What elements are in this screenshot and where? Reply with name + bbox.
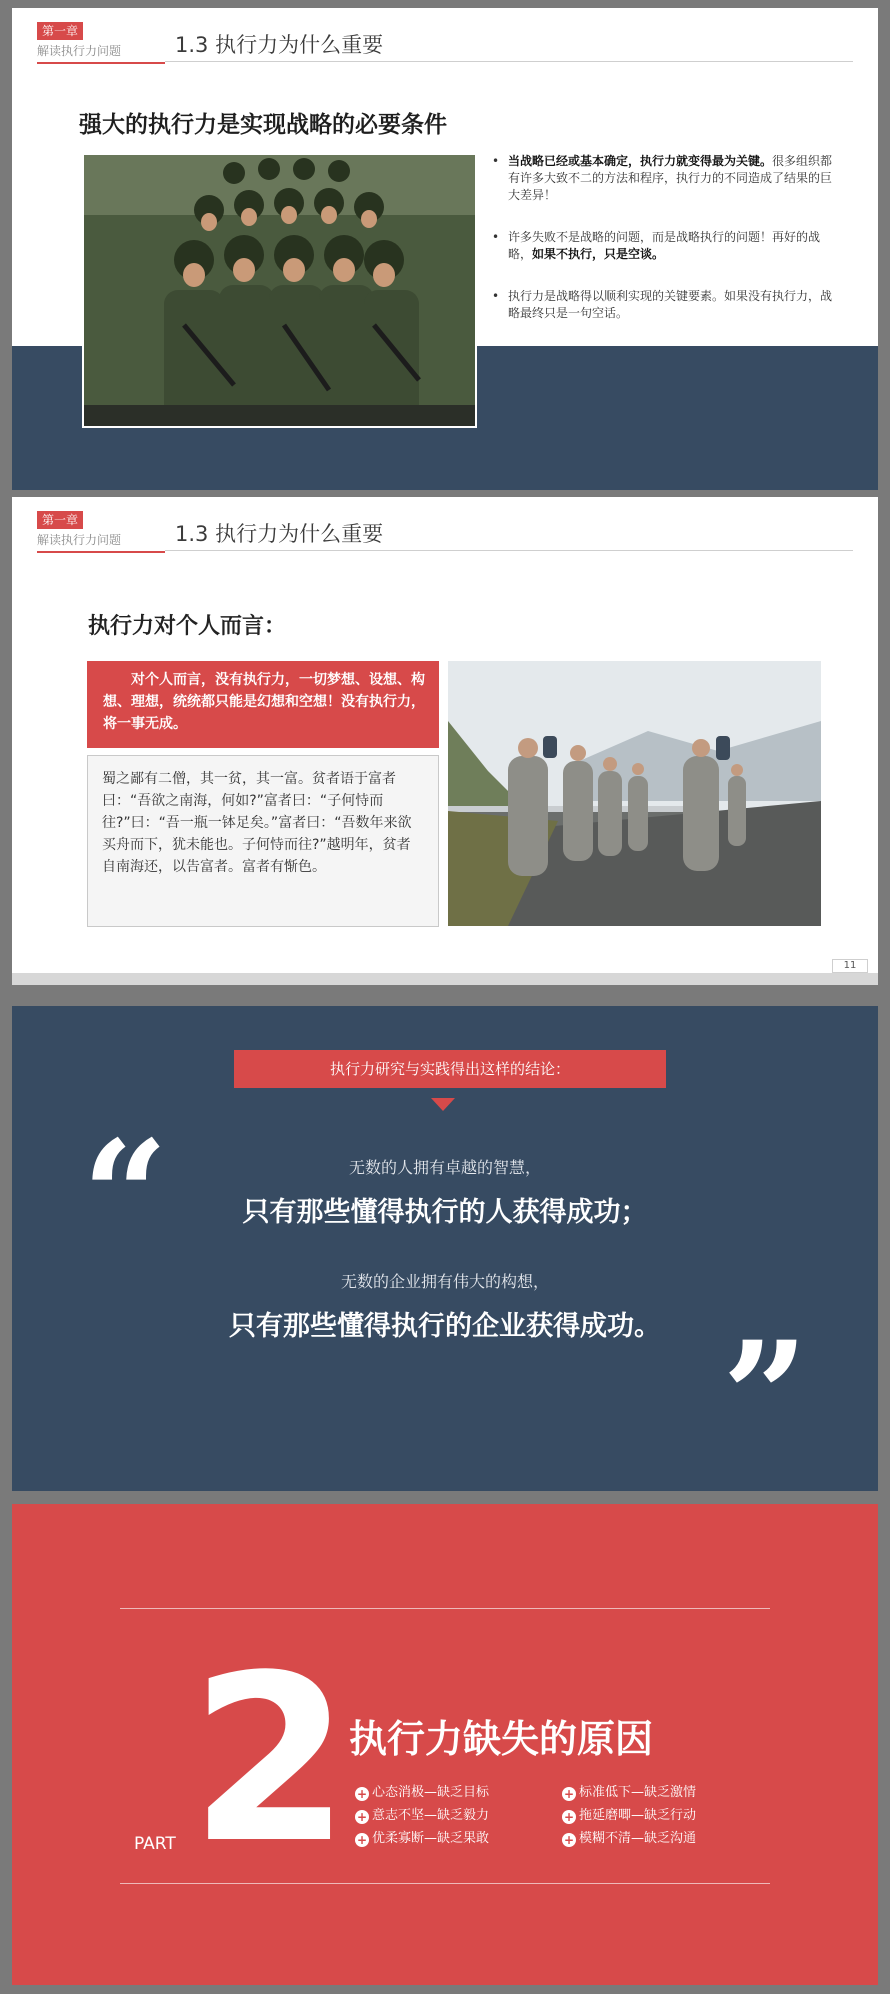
open-quote-icon: “ — [82, 1108, 169, 1284]
conclusion-banner: 执行力研究与实践得出这样的结论： — [234, 1050, 666, 1088]
reason-text: 意志不坚—缺乏毅力 — [372, 1808, 490, 1823]
plus-circle-icon: + — [563, 1810, 575, 1824]
slide-part-2-section — [12, 1504, 878, 1985]
reason-item — [355, 1784, 489, 1802]
slide-title: 1.3 执行力为什么重要 — [175, 33, 384, 57]
individual-summary-box: 对个人而言，没有执行力，一切梦想、设想、构想、理想，统统都只能是幻想和空想！没有执行力，将一事无成。 — [87, 661, 439, 748]
reason-text: 心态消极—缺乏目标 — [372, 1785, 490, 1800]
slide-why-execution-matters-strategy — [12, 8, 878, 490]
bottom-rule — [120, 1883, 770, 1884]
footer-band — [12, 973, 878, 985]
plus-circle-icon: + — [356, 1833, 368, 1847]
part-label: PART — [134, 1834, 176, 1854]
header-divider — [165, 61, 853, 62]
banner-arrow-icon — [431, 1098, 455, 1111]
quote-line-2-emphasis: 只有那些懂得执行的企业获得成功。 — [229, 1311, 661, 1342]
reason-text: 标准低下—缺乏激情 — [579, 1785, 697, 1800]
soldiers-photo — [82, 153, 477, 428]
chapter-tag: 第一章 — [37, 511, 83, 529]
monks-story-box: 蜀之鄙有二僧，其一贫，其一富。贫者语于富者曰：“吾欲之南海，何如?”富者曰：“子何恃而往?”曰：“吾一瓶一钵足矣。”富者曰：“吾数年来欲买舟而下，犹未能也。子何恃而往?”越明年，贫者自南海还，以告富者。富者有惭色。 — [87, 755, 439, 927]
reason-text: 优柔寡断—缺乏果敢 — [372, 1831, 490, 1846]
slide-headline: 强大的执行力是实现战略的必要条件 — [79, 112, 447, 138]
key-point-3 — [488, 288, 843, 322]
section-title: 执行力缺失的原因 — [349, 1717, 654, 1761]
reason-item — [562, 1807, 696, 1825]
reason-text: 拖延磨唧—缺乏行动 — [579, 1808, 697, 1823]
key-point-1 — [488, 153, 843, 204]
page-number: 11 — [832, 959, 868, 973]
part-number: 2 — [190, 1639, 350, 1849]
key-point-1-emphasis: 当战略已经或基本确定，执行力就变得最为关键。 — [508, 154, 773, 168]
plus-circle-icon: + — [356, 1810, 368, 1824]
reason-item — [355, 1807, 489, 1825]
close-quote-icon: ” — [722, 1309, 809, 1485]
monks-illustration — [448, 661, 821, 926]
slide-execution-for-individuals — [12, 497, 878, 985]
reason-text: 模糊不清—缺乏沟通 — [579, 1831, 697, 1846]
key-point-2-text: 许多失败不是战略的问题，而是战略执行的问题！再好的战略， — [508, 230, 821, 261]
slide-title: 1.3 执行力为什么重要 — [175, 522, 384, 546]
plus-circle-icon: + — [356, 1787, 368, 1801]
top-rule — [120, 1608, 770, 1609]
key-point-1-text: 很多组织都有许多大致不二的方法和程序，执行力的不同造成了结果的巨大差异！ — [508, 154, 833, 202]
quote-line-1-emphasis: 只有那些懂得执行的人获得成功； — [242, 1197, 648, 1228]
slide-headline: 执行力对个人而言： — [88, 614, 287, 639]
slide-conclusion-quote — [12, 1006, 878, 1491]
plus-circle-icon: + — [563, 1833, 575, 1847]
plus-circle-icon: + — [563, 1787, 575, 1801]
header-accent-line — [37, 551, 165, 553]
chapter-subtitle: 解读执行力问题 — [37, 533, 122, 547]
reason-item — [355, 1830, 489, 1848]
reason-item — [562, 1784, 696, 1802]
header-divider — [165, 550, 853, 551]
part-number-graphic — [190, 1639, 350, 1849]
key-point-3-text: 执行力是战略得以顺利实现的关键要素。如果没有执行力，战略最终只是一句空话。 — [508, 289, 833, 320]
soldiers-illustration — [84, 155, 477, 428]
key-point-2 — [488, 229, 843, 263]
chapter-subtitle: 解读执行力问题 — [37, 44, 122, 58]
key-points-list — [488, 153, 843, 347]
header-accent-line — [37, 62, 165, 64]
chapter-tag: 第一章 — [37, 22, 83, 40]
monks-walking-photo — [448, 661, 821, 926]
key-point-2-emphasis: 如果不执行，只是空谈。 — [532, 247, 665, 261]
reason-item — [562, 1830, 696, 1848]
quote-line-1-intro: 无数的人拥有卓越的智慧， — [348, 1158, 541, 1177]
quote-line-2-intro: 无数的企业拥有伟大的构想， — [340, 1272, 549, 1291]
